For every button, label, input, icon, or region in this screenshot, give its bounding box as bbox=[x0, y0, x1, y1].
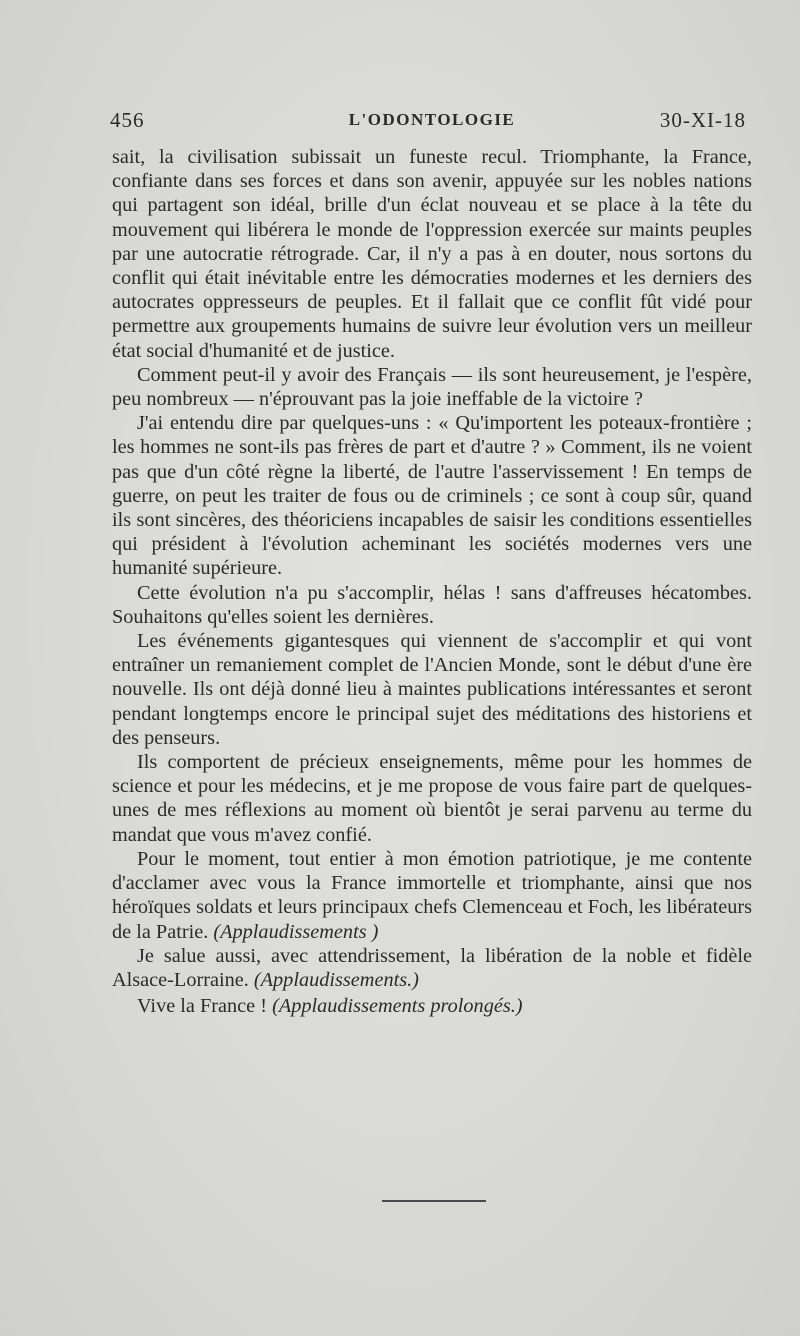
article-body bbox=[112, 145, 752, 1018]
paragraph-9 bbox=[112, 994, 752, 1018]
paragraph-2: Comment peut-il y avoir des Français — ils sont heureusement, je l'espère, peu nombreux — n'éprouvant pas la joie ineffable de la victoire ? bbox=[112, 363, 752, 411]
paragraph-7 bbox=[112, 847, 752, 944]
paragraph-4: Cette évolution n'a pu s'accomplir, hélas ! sans d'affreuses hécatombes. Souhaitons qu'elles soient les dernières. bbox=[112, 581, 752, 628]
journal-title: L'ODONTOLOGIE bbox=[348, 110, 516, 129]
paragraph-8 bbox=[112, 944, 752, 992]
paragraph-6: Ils comportent de précieux enseignements, même pour les hommes de science et pour les médecins, et je me propose de vous faire part de quelques-unes de mes réflexions au moment où bientôt je serai parvenu au terme du mandat que vous m'avez confié. bbox=[112, 751, 752, 846]
paragraph-5: Les événements gigantesques qui viennent de s'accomplir et qui vont entraîner un remaniement complet de l'Ancien Monde, sont le début d'une ère nouvelle. Ils ont déjà donné lieu à maintes publications intéressantes et seront pendant longtemps encore le principal sujet des méditations des historiens et des penseurs. bbox=[112, 630, 752, 749]
applause-note: (Applaudissements prolongés.) bbox=[272, 995, 523, 1018]
paragraph-3: J'ai entendu dire par quelques-uns : « Qu'importent les poteaux-frontière ; les hommes ne sont-ils pas frères de part et d'autre ? » Comment, ils ne voient pas que d'un côté règne la liberté, de l'autre l'asservissement ! En temps de guerre, on peut les traiter de fous ou de criminels ; ce sont à coup sûr, quand ils sont sincères, des théoriciens incapables de saisir les conditions essentielles qui président à l'évolution acheminant les sociétés modernes vers une humanité supérieure. bbox=[112, 412, 752, 580]
running-head bbox=[110, 108, 754, 136]
paragraph-9-text: Vive la France ! bbox=[137, 995, 273, 1018]
closing-rule bbox=[382, 1200, 486, 1202]
applause-note: (Applaudissements ) bbox=[213, 920, 379, 943]
paragraph-7-text: Pour le moment, tout entier à mon émotion patriotique, je me contente d'acclamer avec vous la France immortelle et triomphante, ainsi que nos héroïques soldats et leurs principaux chefs Clemenceau et Foch, les libérateurs de la Patrie. bbox=[112, 847, 752, 943]
issue-date: 30-XI-18 bbox=[659, 108, 746, 132]
paragraph-1: sait, la civilisation subissait un funeste recul. Triomphante, la France, confiante dans ses forces et dans son avenir, appuyée sur les nobles nations qui partagent son idéal, brille d'un éclat nouveau et se place à la tête du mouvement qui libérera le monde de l'oppression exercée sur maints peuples par une autocratie rétrograde. Car, il n'y a pas à en douter, nous sortons du conflit qui était inévitable entre les démocraties modernes et les derniers des autocrates oppresseurs de peuples. Et il fallait que ce conflit fût vidé pour permettre aux groupements humains de suivre leur évolution vers un meilleur état social d'humanité et de justice. bbox=[112, 146, 752, 362]
page-number: 456 bbox=[110, 108, 145, 132]
applause-note: (Applaudissements.) bbox=[253, 968, 419, 991]
paragraph-8-text: Je salue aussi, avec attendrissement, la libération de la noble et fidèle Alsace-Lorraine. bbox=[112, 944, 752, 991]
